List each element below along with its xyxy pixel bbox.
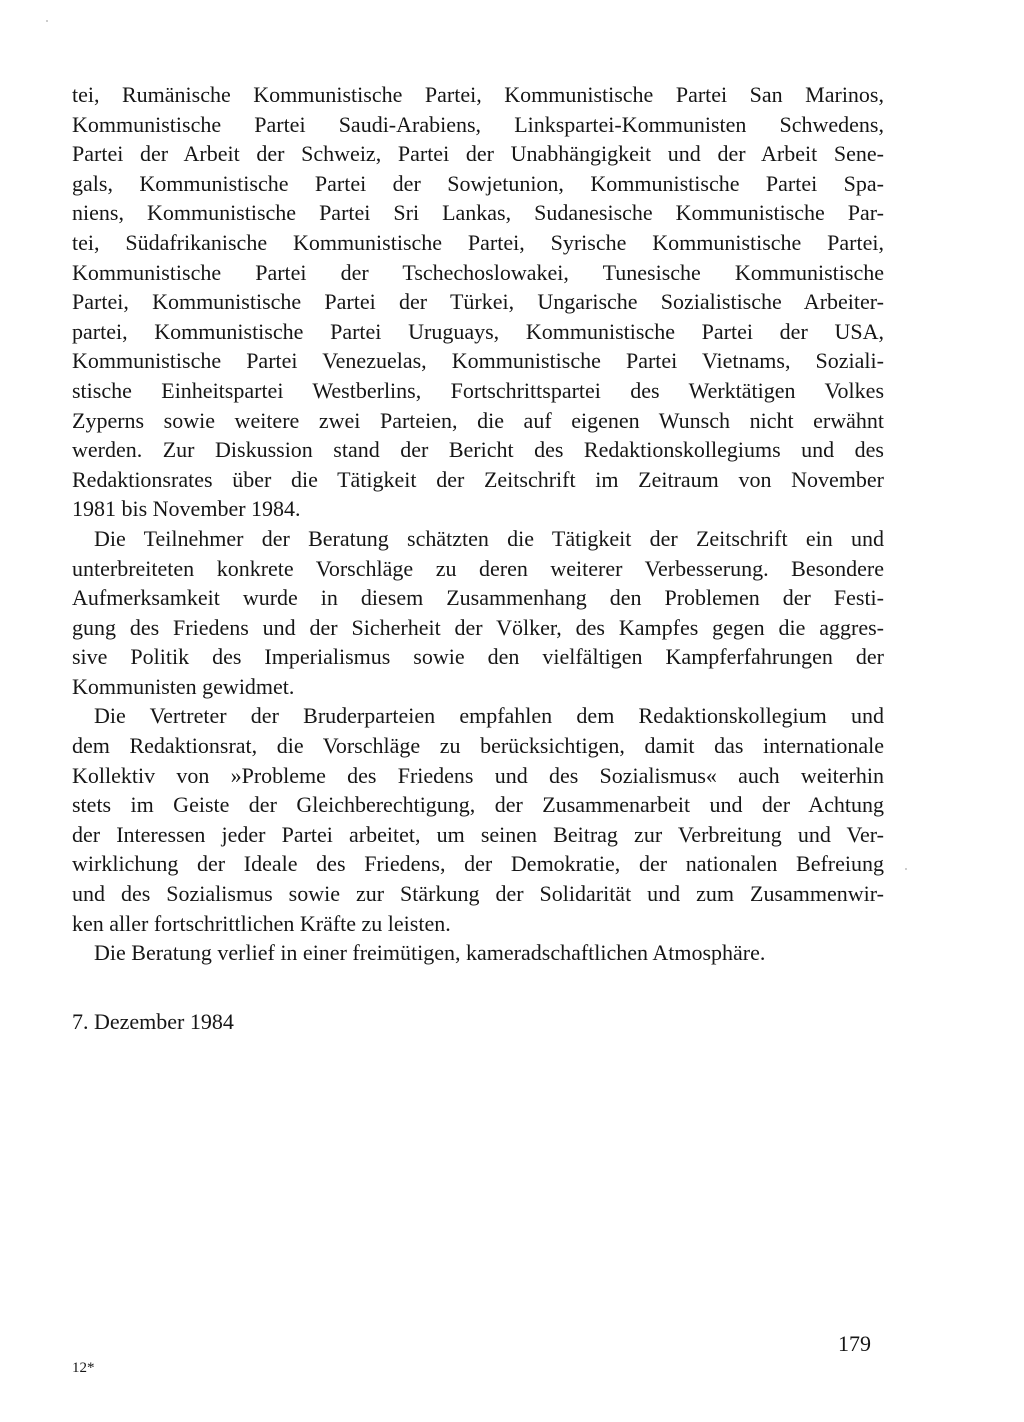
- paragraph: [72, 701, 884, 938]
- paragraph: [72, 524, 884, 702]
- text-line: tei, Rumänische Kommunistische Partei, Kommunistische Partei San Marinos,: [72, 82, 884, 107]
- text-line: Kollektiv von »Probleme des Friedens und des Sozialismus« auch weiterhin: [72, 762, 884, 788]
- text-line: Die Teilnehmer der Beratung schätzten die Tätigkeit der Zeitschrift ein und: [94, 525, 884, 551]
- text-line: Zyperns sowie weitere zwei Parteien, die auf eigenen Wunsch nicht erwähnt: [72, 407, 884, 433]
- signature-mark: 12*: [72, 1360, 95, 1376]
- text-line: Die Vertreter der Bruderparteien empfahlen dem Redaktionskollegium und: [94, 703, 884, 729]
- text-line: dem Redaktionsrat, die Vorschläge zu berücksichtigen, damit das internationale: [72, 733, 884, 759]
- text-line: Aufmerksamkeit wurde in diesem Zusammenhang den Problemen der Festi-: [72, 585, 884, 611]
- text-line: der Interessen jeder Partei arbeitet, um seinen Beitrag zur Verbreitung und Ver-: [72, 821, 884, 847]
- text-line: gals, Kommunistische Partei der Sowjetunion, Kommunistische Partei Spa-: [72, 170, 884, 196]
- text-line: und des Sozialismus sowie zur Stärkung der Solidarität und zum Zusammenwir-: [72, 881, 884, 907]
- text-line: stische Einheitspartei Westberlins, Fortschrittspartei des Werktätigen Volkes: [72, 377, 884, 403]
- text-line: wirklichung der Ideale des Friedens, der Demokratie, der nationalen Befreiung: [72, 851, 884, 877]
- document-date: 7. Dezember 1984: [72, 1009, 234, 1034]
- text-line: Partei der Arbeit der Schweiz, Partei der Unabhängigkeit und der Arbeit Sene-: [72, 141, 884, 167]
- text-line: sive Politik des Imperialismus sowie den vielfältigen Kampferfahrungen der: [72, 644, 884, 670]
- text-line: Partei, Kommunistische Partei der Türkei, Ungarische Sozialistische Arbeiter-: [72, 289, 884, 315]
- body-text: [72, 80, 884, 968]
- page-number: 179: [838, 1331, 871, 1356]
- text-line: unterbreiteten konkrete Vorschläge zu deren weiterer Verbesserung. Besondere: [72, 555, 884, 581]
- text-line: ken aller fortschrittlichen Kräfte zu leisten.: [72, 910, 451, 936]
- text-line: tei, Südafrikanische Kommunistische Partei, Syrische Kommunistische Partei,: [72, 229, 884, 255]
- text-line: 1981 bis November 1984.: [72, 496, 301, 522]
- text-line: Kommunistische Partei Venezuelas, Kommunistische Partei Vietnams, Soziali-: [72, 348, 884, 374]
- scan-speck: [905, 868, 907, 870]
- paragraph: [72, 80, 884, 524]
- text-line: Kommunistische Partei Saudi-Arabiens, Linkspartei-Kommunisten Schwedens,: [72, 111, 884, 137]
- text-line: Redaktionsrates über die Tätigkeit der Zeitschrift im Zeitraum von November: [72, 466, 884, 492]
- text-line: Die Beratung verlief in einer freimütigen, kameradschaftlichen Atmosphäre.: [94, 940, 766, 966]
- text-line: gung des Friedens und der Sicherheit der Völker, des Kampfes gegen die aggres-: [72, 614, 884, 640]
- text-line: niens, Kommunistische Partei Sri Lankas, Sudanesische Kommunistische Par-: [72, 200, 884, 226]
- text-line: werden. Zur Diskussion stand der Bericht des Redaktionskollegiums und des: [72, 437, 884, 463]
- text-line: Kommunistische Partei der Tschechoslowakei, Tunesische Kommunistische: [72, 259, 884, 285]
- text-line: Kommunisten gewidmet.: [72, 673, 295, 699]
- scan-speck: [46, 20, 48, 22]
- paragraph: [72, 938, 884, 968]
- text-line: partei, Kommunistische Partei Uruguays, Kommunistische Partei der USA,: [72, 318, 884, 344]
- text-line: stets im Geiste der Gleichberechtigung, der Zusammenarbeit und der Achtung: [72, 792, 884, 818]
